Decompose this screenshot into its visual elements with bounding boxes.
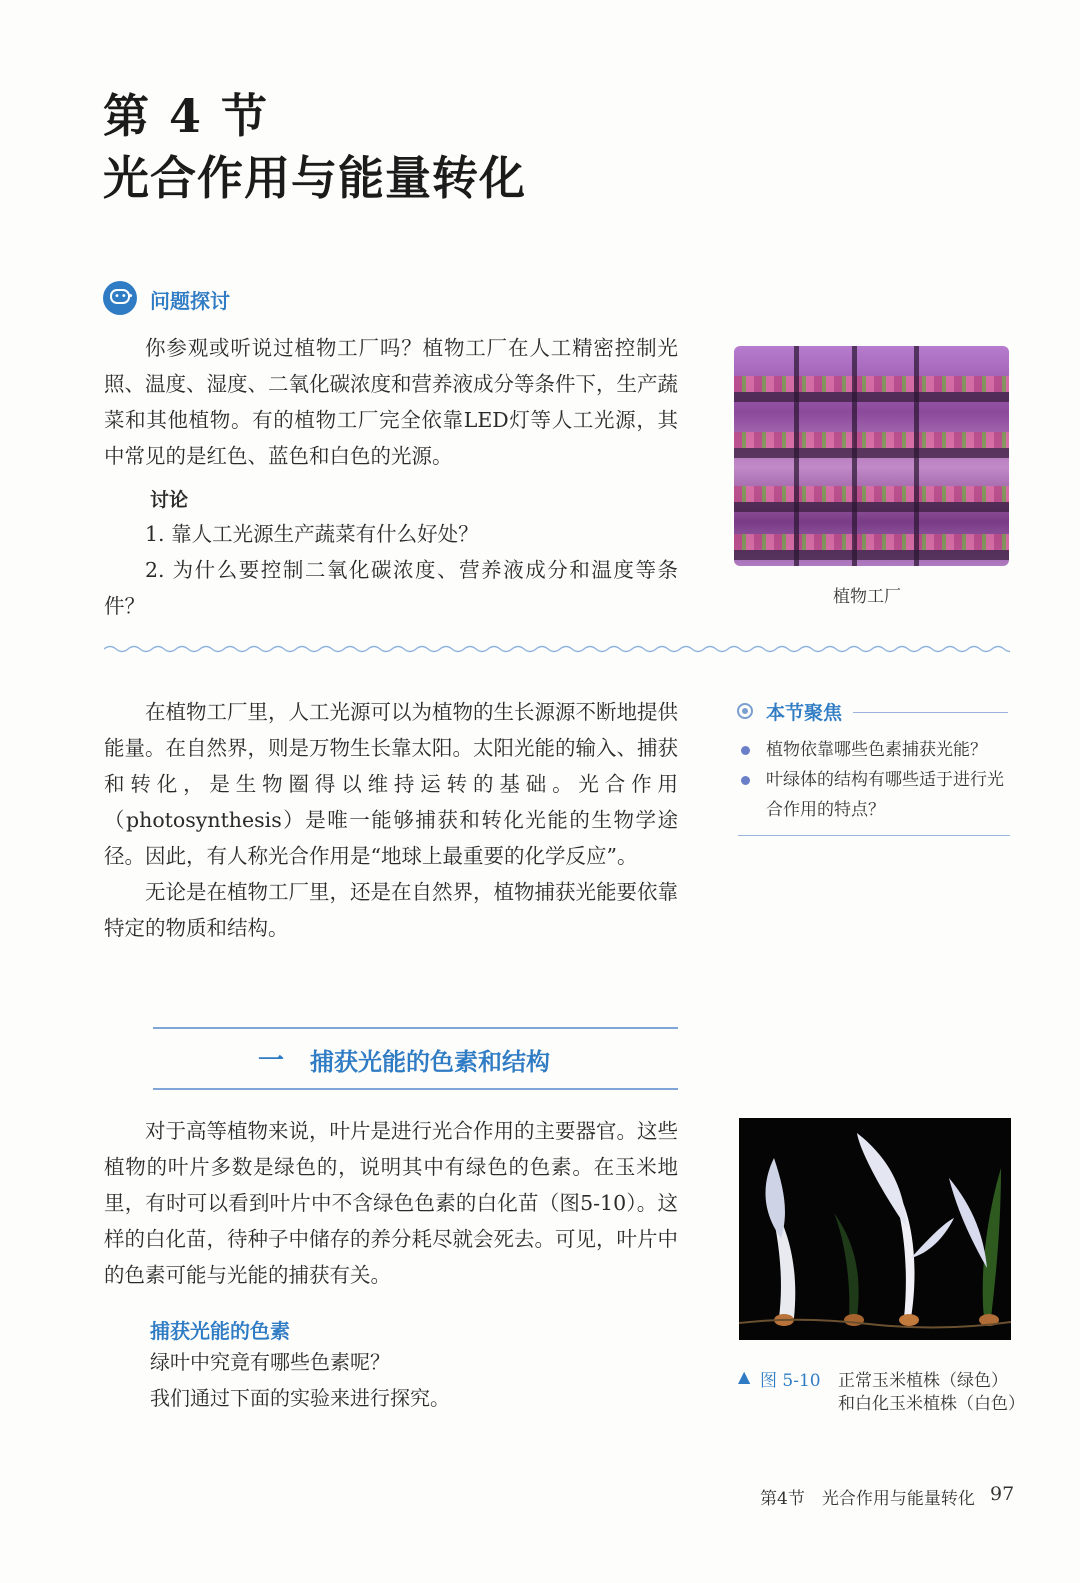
- body-paragraph: 在植物工厂里，人工光源可以为植物的生长源源不断地提供能量。在自然界，则是万物生长靠太阳。太阳光能的输入、捕获和转化，是生物圈得以维持运转的基础。光合作用（photosynthesis）是唯一能够捕获和转化光能的生物学途径。因此，有人称光合作用是“地球上最重要的化学反应”。: [104, 700, 678, 868]
- subsection-text: 对于高等植物来说，叶片是进行光合作用的主要器官。这些植物的叶片多数是绿色的，说明其中有绿色的色素。在玉米地里，有时可以看到叶片中不含绿色色素的白化苗（图5-10）。这样的白化苗，待种子中储存的养分耗尽就会死去。可见，叶片中的色素可能与光能的捕获有关。: [104, 1119, 678, 1287]
- pigment-question: 绿叶中究竟有哪些色素呢？: [150, 1350, 390, 1374]
- chat-bubble-icon: •••: [103, 281, 137, 315]
- focus-list: [738, 735, 1010, 825]
- problem-intro: 你参观或听说过植物工厂吗？植物工厂在人工精密控制光照、温度、湿度、二氧化碳浓度和营养液成分等条件下，生产蔬菜和其他植物。有的植物工厂完全依靠LED灯等人工光源，其中常见的是红色、蓝色和白色的光源。: [104, 336, 678, 468]
- running-footer: 第4节 光合作用与能量转化: [760, 1489, 975, 1509]
- body-paragraph: 无论是在植物工厂里，还是在自然界，植物捕获光能要依靠特定的物质和结构。: [104, 880, 678, 940]
- focus-item: 植物依靠哪些色素捕获光能？: [738, 735, 1010, 765]
- subsection-rule-top: [153, 1027, 678, 1029]
- corn-seedlings-photo: [739, 1118, 1011, 1340]
- photo-caption: 植物工厂: [833, 587, 901, 607]
- page-number: 97: [990, 1483, 1015, 1505]
- body-text: [104, 694, 678, 946]
- wavy-divider: [104, 642, 1010, 656]
- plant-factory-photo: [734, 346, 1009, 566]
- focus-rule: [853, 712, 1008, 713]
- section-title: 光合作用与能量转化: [103, 151, 526, 205]
- explore-sentence: 我们通过下面的实验来进行探究。: [150, 1386, 450, 1410]
- figure-number: 图 5-10: [760, 1371, 821, 1391]
- discussion-list: [104, 516, 678, 624]
- problem-label: 问题探讨: [150, 289, 230, 313]
- subsection-number: 一: [258, 1046, 285, 1076]
- focus-label: 本节聚焦: [766, 702, 843, 724]
- subsection-rule-bottom: [153, 1088, 678, 1090]
- discussion-item: 1. 靠人工光源生产蔬菜有什么好处？: [145, 522, 479, 546]
- focus-divider: [738, 835, 1010, 836]
- discussion-item: 2. 为什么要控制二氧化碳浓度、营养液成分和温度等条件？: [104, 558, 678, 618]
- triangle-marker-icon: ▲: [738, 1367, 751, 1386]
- subsection-title: 捕获光能的色素和结构: [310, 1048, 550, 1076]
- figure-caption-line2: 和白化玉米植株（白色）: [838, 1394, 1025, 1414]
- figure-caption-line1: 正常玉米植株（绿色）: [838, 1371, 1008, 1391]
- discussion-heading: 讨论: [150, 489, 189, 511]
- target-icon: [737, 703, 753, 719]
- pigment-heading: 捕获光能的色素: [150, 1319, 290, 1343]
- focus-item: 叶绿体的结构有哪些适于进行光合作用的特点？: [738, 765, 1010, 825]
- section-number: 第 4 节: [103, 89, 270, 143]
